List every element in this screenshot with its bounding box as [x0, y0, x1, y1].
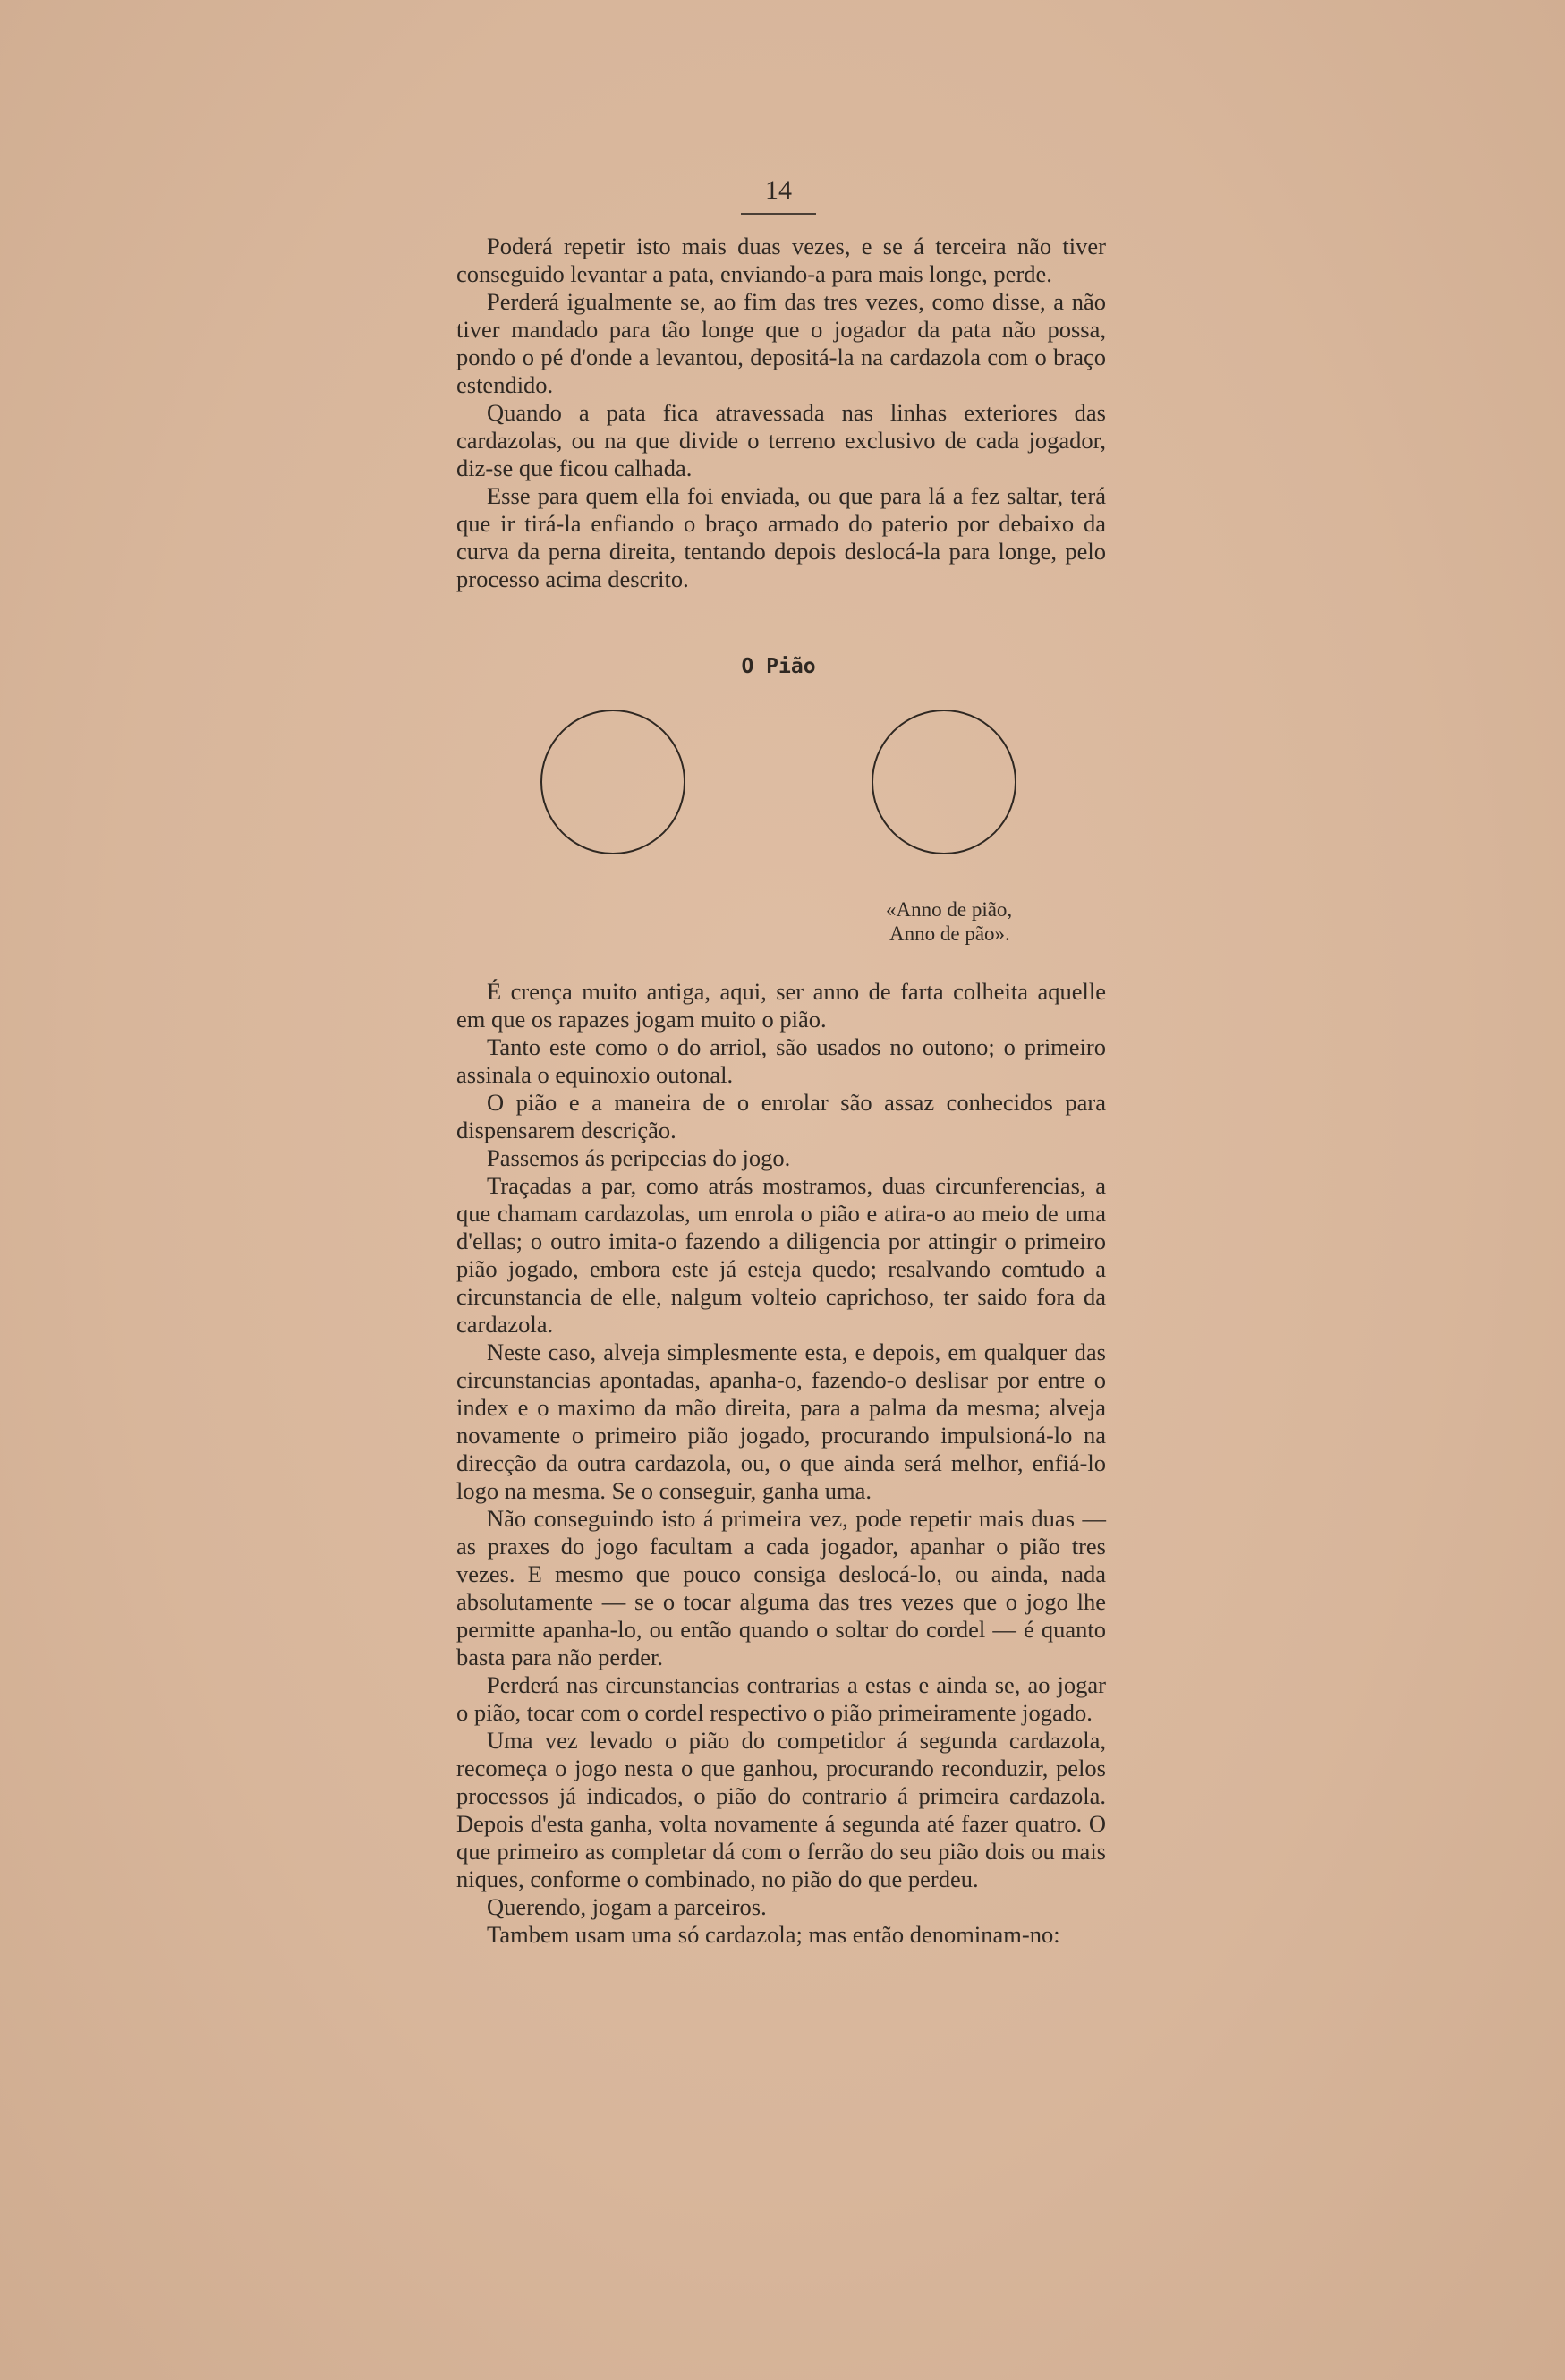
paragraph: Traçadas a par, como atrás mostramos, duas circunferencias, a que chamam cardazolas, um enrola o pião e atira-o ao meio de uma d'ellas; o outro imita-o fazendo a diligencia por attingir o primeiro pião jogado, embora este já esteja quedo; resalvando comtudo a circunstancia de elle, nalgum volteio caprichoso, ter saido fora da cardazola.	[456, 1172, 1106, 1338]
paragraph: Passemos ás peripecias do jogo.	[487, 1144, 791, 1171]
paragraph: Esse para quem ella foi enviada, ou que para lá a fez saltar, terá que ir tirá-la enfiando o braço armado do paterio por debaixo da curva da perna direita, tentando depois deslocá-la para longe, pelo processo acima descrito.	[456, 482, 1106, 592]
paragraph: Quando a pata fica atravessada nas linhas exteriores das cardazolas, ou na que divide o terreno exclusivo de cada jogador, diz-se que ficou calhada.	[456, 399, 1106, 481]
paragraph: Perderá igualmente se, ao fim das tres vezes, como disse, a não tiver mandado para tão longe que o jogador da pata não possa, pondo o pé d'onde a levantou, depositá-la na cardazola com o braço estendido.	[456, 288, 1106, 398]
paragraph: Tanto este como o do arriol, são usados no outono; o primeiro assinala o equinoxio outonal.	[456, 1033, 1106, 1088]
page-number: 14	[765, 175, 792, 205]
paragraph: Uma vez levado o pião do competidor á segunda cardazola, recomeça o jogo nesta o que ganhou, procurando reconduzir, pelos processos já indicados, o pião do contrario á primeira cardazola. Depois d'esta ganha, volta novamente á segunda até fazer quatro. O que primeiro as completar dá com o ferrão do seu pião dois ou mais niques, conforme o combinado, no pião do que perdeu.	[456, 1727, 1106, 1892]
paragraph: O pião e a maneira de o enrolar são assaz conhecidos para dispensarem descrição.	[456, 1089, 1106, 1143]
paragraph: Neste caso, alveja simplesmente esta, e depois, em qualquer das circunstancias apontadas, apanha-o, fazendo-o deslisar por entre o index e o maximo da mão direita, para a palma da mesma; alveja novamente o primeiro pião jogado, procurando impulsioná-lo na direcção da outra cardazola, ou, o que ainda será melhor, enfiá-lo logo na mesma. Se o conseguir, ganha uma.	[456, 1339, 1106, 1504]
paragraph: É crença muito antiga, aqui, ser anno de farta colheita aquelle em que os rapazes jogam muito o pião.	[456, 978, 1106, 1033]
paragraph: Tambem usam uma só cardazola; mas então denominam-no:	[487, 1921, 1060, 1948]
quote-line: «Anno de pião,	[886, 898, 1013, 921]
cardazola-circle-right	[872, 710, 1016, 854]
cardazola-circle-left	[540, 710, 685, 854]
quote-line: Anno de pão».	[889, 922, 1010, 945]
text-block-top	[456, 233, 1106, 593]
paragraph: Querendo, jogam a parceiros.	[487, 1893, 767, 1920]
text-block-bottom	[456, 978, 1106, 1949]
paragraph: Poderá repetir isto mais duas vezes, e se á terceira não tiver conseguido levantar a pata, enviando-a para mais longe, perde.	[456, 233, 1106, 287]
paragraph: Não conseguindo isto á primeira vez, pode repetir mais duas — as praxes do jogo facultam a cada jogador, apanhar o pião tres vezes. E mesmo que pouco consiga deslocá-lo, ou ainda, nada absolutamente — se o tocar alguma das tres vezes que o jogo lhe permitte apanha-lo, ou então quando o soltar do cordel — é quanto basta para não perder.	[456, 1505, 1106, 1670]
paragraph: Perderá nas circunstancias contrarias a estas e ainda se, ao jogar o pião, tocar com o cordel respectivo o pião primeiramente jogado.	[456, 1671, 1106, 1726]
epigraph-quote	[886, 897, 1118, 946]
page-number-rule	[741, 213, 816, 215]
figure-caption: O Pião	[741, 655, 816, 678]
